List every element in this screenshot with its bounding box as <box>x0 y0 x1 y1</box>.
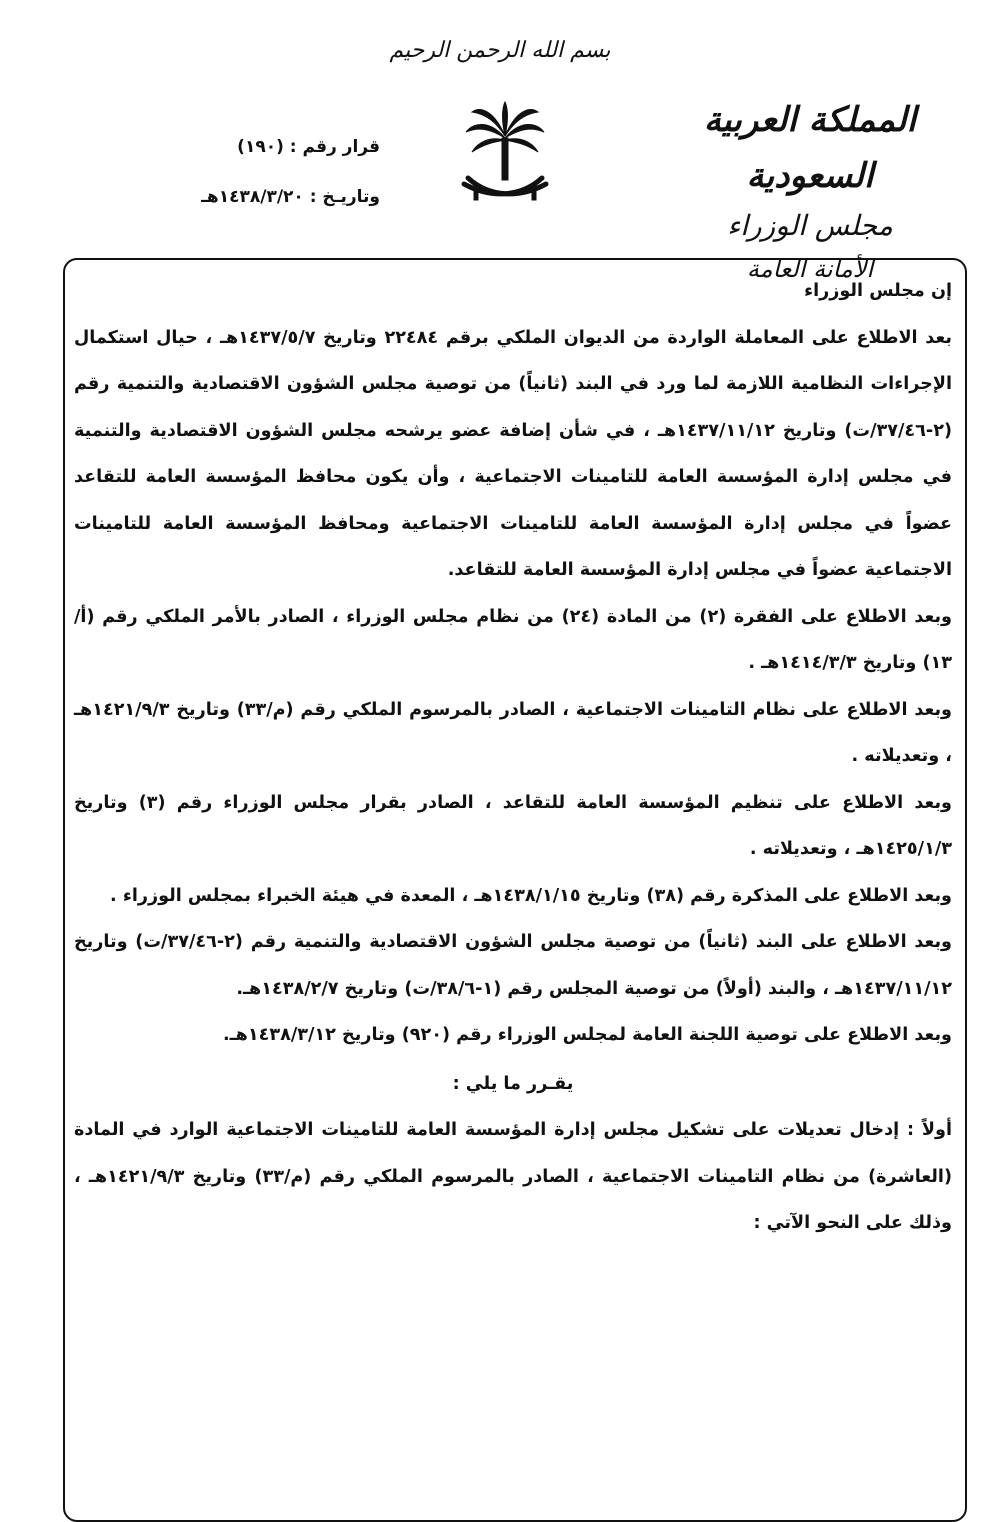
paragraph-retirement-org: وبعد الاطلاع على تنظيم المؤسسة العامة للتقاعد ، الصادر بقرار مجلس الوزراء رقم (٣) وتاريخ ١٤٢٥/١/٣هـ ، وتعديلاته . <box>74 792 952 859</box>
bismillah-heading: بسم الله الرحمن الرحيم <box>389 38 611 63</box>
paragraph-general-committee: وبعد الاطلاع على توصية اللجنة العامة لمجلس الوزراء رقم (٩٢٠) وتاريخ ١٤٣٨/٣/١٢هـ. <box>222 1025 952 1045</box>
decision-date: وتاريـخ : ١٤٣٨/٣/٢٠هـ <box>201 187 380 207</box>
secretariat-name: الأمانة العامة <box>746 255 874 283</box>
paragraph-insurance-law: وبعد الاطلاع على نظام التامينات الاجتماعية ، الصادر بالمرسوم الملكي رقم (م/٣٣) وتاريخ ١٤٢١/٩/٣هـ ، وتعديلاته . <box>74 699 952 766</box>
kingdom-name: المملكة العربية السعودية <box>703 100 917 196</box>
decides-heading: يقـرر ما يلي : <box>452 1073 574 1094</box>
decision-number: قرار رقم : (١٩٠) <box>237 137 380 157</box>
opening-line: إن مجلس الوزراء <box>804 281 952 301</box>
decision-info <box>150 122 380 222</box>
paragraph-referral: بعد الاطلاع على المعاملة الواردة من الديوان الملكي برقم ٢٢٤٨٤ وتاريخ ١٤٣٧/٥/٧هـ ، حيال استكمال الإجراءات النظامية اللازمة لما ورد في البند (ثانياً) من توصية مجلس الشؤون الاقتصادية والتنمية رقم (٢-٣٧/٤٦/ت) وتاريخ ١٤٣٧/١١/١٢هـ ، في شأن إضافة عضو يرشحه مجلس الشؤون الاقتصادية والتنمية في مجلس إدارة المؤسسة العامة للتامينات الاجتماعية ، وأن يكون محافظ المؤسسة العامة للتقاعد عضواً في مجلس إدارة المؤسسة العامة للتامينات الاجتماعية ومحافظ المؤسسة العامة للتامينات الاجتماعية عضواً في مجلس إدارة المؤسسة العامة للتقاعد. <box>74 327 952 580</box>
paragraph-memo: وبعد الاطلاع على المذكرة رقم (٣٨) وتاريخ ١٤٣٨/١/١٥هـ ، المعدة في هيئة الخبراء بمجلس الوزراء . <box>110 885 952 906</box>
palm-and-swords-emblem-icon <box>460 100 550 215</box>
paragraph-council-law: وبعد الاطلاع على الفقرة (٢) من المادة (٢٤) من نظام مجلس الوزراء ، الصادر بالأمر الملكي رقم (أ/١٣) وتاريخ ١٤١٤/٣/٣هـ . <box>74 606 952 673</box>
paragraph-recommendations: وبعد الاطلاع على البند (ثانياً) من توصية مجلس الشؤون الاقتصادية والتنمية رقم (٢-٣٧/٤٦/ت) وتاريخ ١٤٣٧/١١/١٢هـ ، والبند (أولاً) من توصية المجلس رقم (١-٣٨/٦/ت) وتاريخ ١٤٣٨/٢/٧هـ. <box>74 932 952 999</box>
paragraph-first-item: أولاً : إدخال تعديلات على تشكيل مجلس إدارة المؤسسة العامة للتامينات الاجتماعية الوارد في المادة (العاشرة) من نظام التامينات الاجتماعية ، الصادر بالمرسوم الملكي رقم (م/٣٣) وتاريخ ١٤٢١/٩/٣هـ ، وذلك على النحو الآتي : <box>74 1120 952 1233</box>
decision-body <box>74 268 952 1247</box>
council-name: مجلس الوزراء <box>727 209 893 242</box>
